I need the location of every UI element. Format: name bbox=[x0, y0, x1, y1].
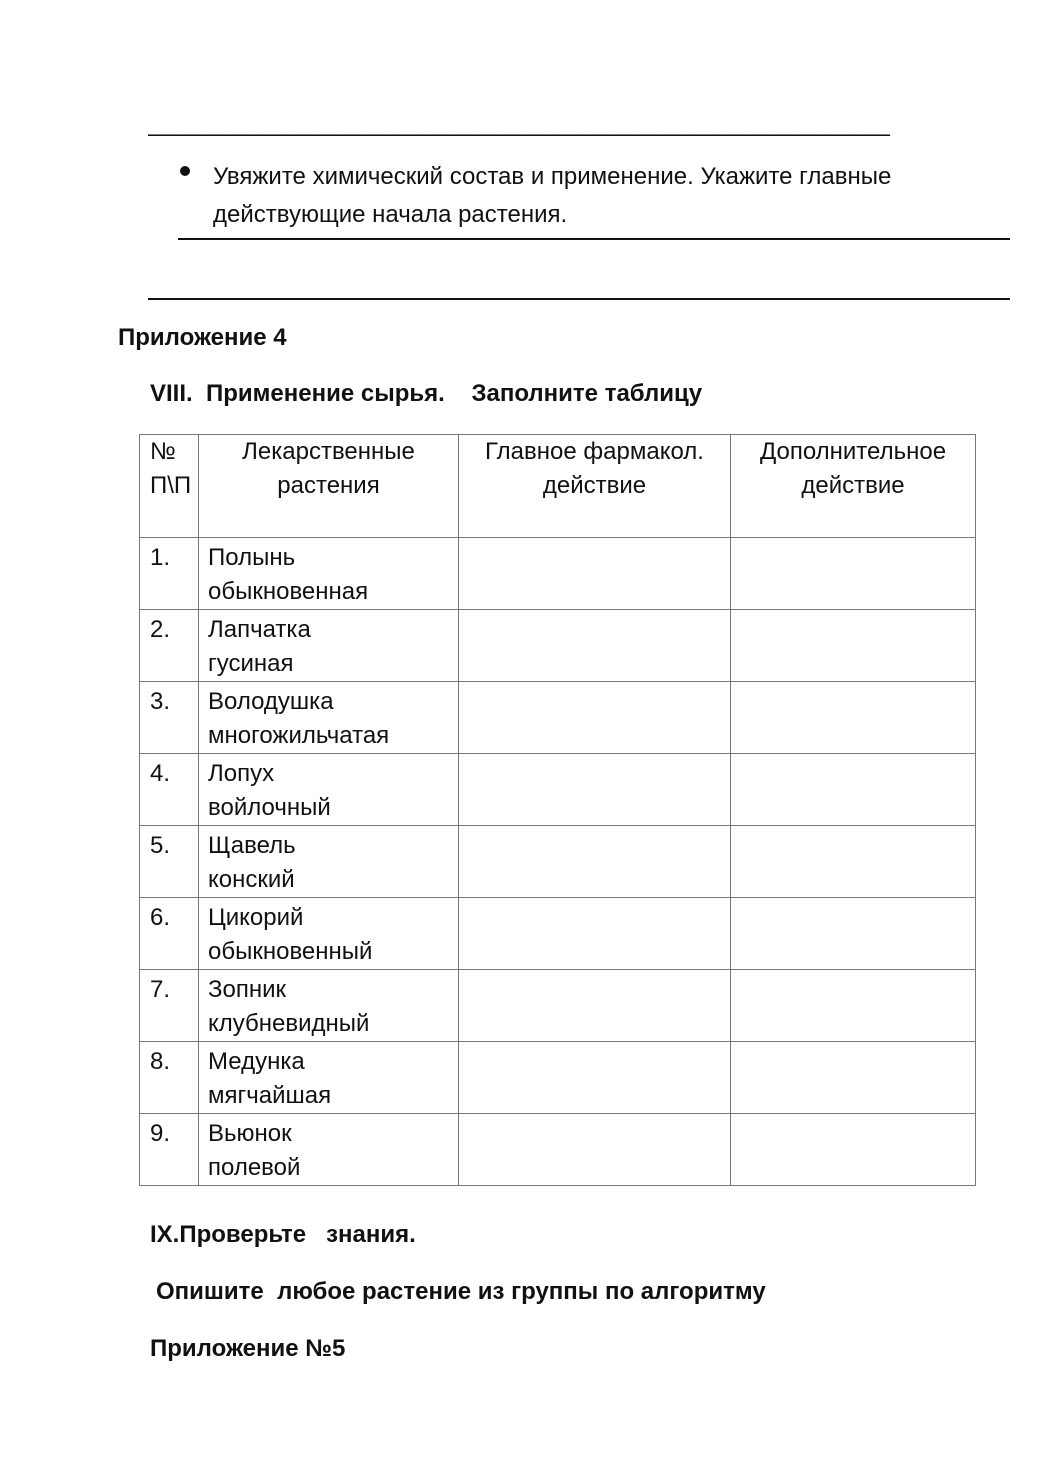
section-8-title: VIII. Применение сырья. Заполните таблицу bbox=[150, 380, 703, 407]
table-row bbox=[140, 898, 976, 970]
task-bullet bbox=[180, 158, 980, 234]
plant-name: Полынь обыкновенная bbox=[208, 544, 369, 605]
table-row bbox=[140, 826, 976, 898]
extra-action-cell[interactable] bbox=[731, 970, 976, 1042]
main-action-cell[interactable] bbox=[459, 538, 731, 610]
plant-name: Володушка многожильчатая bbox=[208, 688, 390, 749]
appendix-5-heading: Приложение №5 bbox=[150, 1335, 346, 1362]
section-9-title: IX.Проверьте знания. bbox=[150, 1221, 416, 1248]
row-number: 7. bbox=[150, 976, 171, 1003]
row-number: 3. bbox=[150, 688, 171, 715]
row-number: 4. bbox=[150, 760, 171, 787]
plant-name: Цикорий обыкновенный bbox=[208, 904, 373, 965]
main-action-cell[interactable] bbox=[459, 970, 731, 1042]
table-row bbox=[140, 610, 976, 682]
main-action-cell[interactable] bbox=[459, 754, 731, 826]
header-plants: Лекарственные растения bbox=[199, 435, 459, 538]
table-row bbox=[140, 538, 976, 610]
plant-name: Зопник клубневидный bbox=[208, 976, 370, 1037]
answer-line-2 bbox=[148, 298, 1010, 300]
plant-name: Лапчатка гусиная bbox=[208, 616, 311, 677]
answer-underscore-line: ____________________________________________________________ bbox=[148, 110, 889, 137]
table-row bbox=[140, 682, 976, 754]
row-number: 9. bbox=[150, 1120, 171, 1147]
plant-name: Щавель конский bbox=[208, 832, 296, 893]
extra-action-cell[interactable] bbox=[731, 1042, 976, 1114]
section-9-task: Опишите любое растение из группы по алгоритму bbox=[156, 1278, 766, 1305]
extra-action-cell[interactable] bbox=[731, 826, 976, 898]
table-row bbox=[140, 1042, 976, 1114]
row-number: 8. bbox=[150, 1048, 171, 1075]
row-number: 5. bbox=[150, 832, 171, 859]
table-row bbox=[140, 754, 976, 826]
bullet-icon bbox=[180, 166, 190, 176]
appendix-4-heading: Приложение 4 bbox=[118, 324, 287, 351]
extra-action-cell[interactable] bbox=[731, 610, 976, 682]
row-number: 2. bbox=[150, 616, 171, 643]
plant-name: Вьюнок полевой bbox=[208, 1120, 301, 1181]
table-row bbox=[140, 970, 976, 1042]
main-action-cell[interactable] bbox=[459, 1114, 731, 1186]
main-action-cell[interactable] bbox=[459, 682, 731, 754]
header-extra-action: Дополнительное действие bbox=[731, 435, 976, 538]
plant-name: Медунка мягчайшая bbox=[208, 1048, 332, 1109]
row-number: 6. bbox=[150, 904, 171, 931]
plant-name: Лопух войлочный bbox=[208, 760, 331, 821]
plants-table bbox=[139, 434, 976, 1186]
task-text-line-1: Увяжите химический состав и применение. Укажите главные bbox=[213, 163, 892, 190]
main-action-cell[interactable] bbox=[459, 610, 731, 682]
extra-action-cell[interactable] bbox=[731, 1114, 976, 1186]
task-text-line-2: действующие начала растения. bbox=[213, 201, 568, 228]
extra-action-cell[interactable] bbox=[731, 898, 976, 970]
main-action-cell[interactable] bbox=[459, 826, 731, 898]
extra-action-cell[interactable] bbox=[731, 538, 976, 610]
main-action-cell[interactable] bbox=[459, 1042, 731, 1114]
extra-action-cell[interactable] bbox=[731, 754, 976, 826]
header-main-action: Главное фармакол. действие bbox=[459, 435, 731, 538]
table-row bbox=[140, 1114, 976, 1186]
answer-line-1 bbox=[178, 238, 1010, 240]
header-number: № П\П bbox=[140, 435, 199, 538]
table-header-row bbox=[140, 435, 976, 538]
extra-action-cell[interactable] bbox=[731, 682, 976, 754]
row-number: 1. bbox=[150, 544, 171, 571]
main-action-cell[interactable] bbox=[459, 898, 731, 970]
